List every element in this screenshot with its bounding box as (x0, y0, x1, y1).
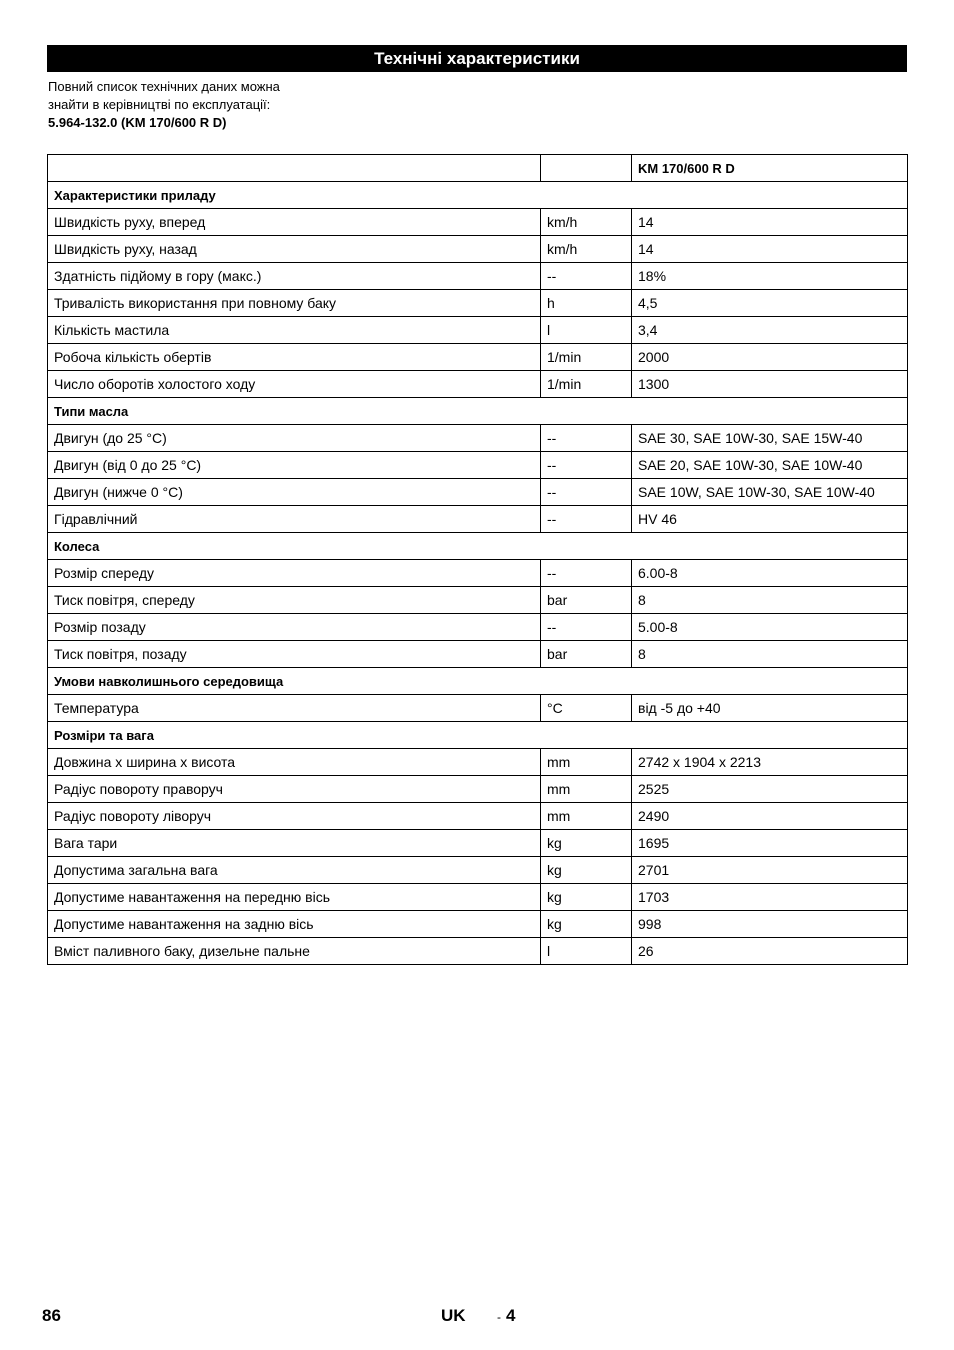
spec-label-cell: Тривалість використання при повному баку (48, 290, 541, 317)
spec-value-cell: 2742 x 1904 x 2213 (632, 749, 908, 776)
table-row (48, 614, 908, 641)
spec-unit-cell: -- (541, 452, 632, 479)
spec-unit-cell: km/h (541, 236, 632, 263)
spec-value-cell: 3,4 (632, 317, 908, 344)
spec-unit-cell: -- (541, 506, 632, 533)
table-section-row (48, 533, 908, 560)
spec-unit-cell: bar (541, 587, 632, 614)
spec-label-cell: Двигун (до 25 °C) (48, 425, 541, 452)
footer-section-number: 4 (506, 1306, 516, 1325)
spec-unit-cell: -- (541, 560, 632, 587)
spec-unit-cell: -- (541, 263, 632, 290)
spec-value-cell: 14 (632, 209, 908, 236)
spec-value-cell: 4,5 (632, 290, 908, 317)
spec-value-cell: 5.00-8 (632, 614, 908, 641)
spec-label-cell: Робоча кількість обертів (48, 344, 541, 371)
section-heading: Характеристики приладу (48, 182, 908, 209)
spec-label-cell: Тиск повітря, спереду (48, 587, 541, 614)
section-heading: Умови навколишнього середовища (48, 668, 908, 695)
spec-label-cell: Двигун (нижче 0 °C) (48, 479, 541, 506)
spec-unit-cell: km/h (541, 209, 632, 236)
header-unit-cell (541, 155, 632, 182)
spec-label-cell: Двигун (від 0 до 25 °C) (48, 452, 541, 479)
spec-unit-cell: kg (541, 884, 632, 911)
spec-label-cell: Допустиме навантаження на передню вісь (48, 884, 541, 911)
specifications-table-body (48, 155, 908, 965)
spec-label-cell: Тиск повітря, позаду (48, 641, 541, 668)
spec-value-cell: HV 46 (632, 506, 908, 533)
footer-language: UK (441, 1306, 466, 1325)
table-row (48, 344, 908, 371)
spec-value-cell: 8 (632, 587, 908, 614)
spec-label-cell: Радіус повороту ліворуч (48, 803, 541, 830)
spec-value-cell: 18% (632, 263, 908, 290)
spec-value-cell: 2000 (632, 344, 908, 371)
spec-unit-cell: bar (541, 641, 632, 668)
table-row (48, 506, 908, 533)
table-row (48, 830, 908, 857)
spec-unit-cell: -- (541, 425, 632, 452)
spec-label-cell: Швидкість руху, назад (48, 236, 541, 263)
spec-unit-cell: °C (541, 695, 632, 722)
table-row (48, 938, 908, 965)
section-heading: Типи масла (48, 398, 908, 425)
spec-unit-cell: kg (541, 830, 632, 857)
spec-unit-cell: -- (541, 479, 632, 506)
table-section-row (48, 668, 908, 695)
table-row (48, 884, 908, 911)
spec-label-cell: Температура (48, 695, 541, 722)
header-model-cell: KM 170/600 R D (632, 155, 908, 182)
table-row (48, 236, 908, 263)
table-row (48, 263, 908, 290)
spec-label-cell: Розмір позаду (48, 614, 541, 641)
spec-label-cell: Здатність підйому в гору (макс.) (48, 263, 541, 290)
table-row (48, 587, 908, 614)
spec-label-cell: Допустима загальна вага (48, 857, 541, 884)
spec-label-cell: Довжина х ширина х висота (48, 749, 541, 776)
spec-value-cell: 998 (632, 911, 908, 938)
table-row (48, 452, 908, 479)
spec-label-cell: Радіус повороту праворуч (48, 776, 541, 803)
table-row (48, 695, 908, 722)
spec-value-cell: 2525 (632, 776, 908, 803)
spec-value-cell: 2490 (632, 803, 908, 830)
table-row (48, 911, 908, 938)
spec-unit-cell: kg (541, 911, 632, 938)
intro-line-2: знайти в керівництві по експлуатації: (48, 97, 271, 112)
spec-label-cell: Допустиме навантаження на задню вісь (48, 911, 541, 938)
spec-value-cell: 6.00-8 (632, 560, 908, 587)
spec-unit-cell: h (541, 290, 632, 317)
spec-value-cell: 8 (632, 641, 908, 668)
section-heading: Розміри та вага (48, 722, 908, 749)
spec-value-cell: 2701 (632, 857, 908, 884)
spec-label-cell: Гідравлічний (48, 506, 541, 533)
table-row (48, 425, 908, 452)
spec-value-cell: SAE 10W, SAE 10W-30, SAE 10W-40 (632, 479, 908, 506)
table-row (48, 479, 908, 506)
footer-page-number: 86 (42, 1306, 61, 1325)
page-title: Технічні характеристики (47, 45, 907, 72)
spec-label-cell: Вага тари (48, 830, 541, 857)
spec-unit-cell: l (541, 317, 632, 344)
footer-separator: - (497, 1310, 501, 1324)
spec-unit-cell: 1/min (541, 371, 632, 398)
table-row (48, 560, 908, 587)
spec-unit-cell: l (541, 938, 632, 965)
spec-value-cell: 26 (632, 938, 908, 965)
section-heading: Колеса (48, 533, 908, 560)
spec-value-cell: 1300 (632, 371, 908, 398)
intro-reference: 5.964-132.0 (KM 170/600 R D) (48, 115, 227, 130)
intro-text (48, 78, 348, 132)
header-label-cell (48, 155, 541, 182)
spec-label-cell: Швидкість руху, вперед (48, 209, 541, 236)
table-row (48, 317, 908, 344)
table-row (48, 803, 908, 830)
spec-label-cell: Кількість мастила (48, 317, 541, 344)
table-section-row (48, 722, 908, 749)
table-section-row (48, 182, 908, 209)
table-section-row (48, 398, 908, 425)
spec-label-cell: Вміст паливного баку, дизельне пальне (48, 938, 541, 965)
spec-value-cell: SAE 30, SAE 10W-30, SAE 15W-40 (632, 425, 908, 452)
spec-unit-cell: -- (541, 614, 632, 641)
spec-label-cell: Число оборотів холостого ходу (48, 371, 541, 398)
intro-line-1: Повний список технічних даних можна (48, 79, 280, 94)
table-row (48, 290, 908, 317)
spec-label-cell: Розмір спереду (48, 560, 541, 587)
spec-unit-cell: mm (541, 803, 632, 830)
table-row (48, 209, 908, 236)
spec-value-cell: 14 (632, 236, 908, 263)
spec-unit-cell: kg (541, 857, 632, 884)
table-row (48, 749, 908, 776)
spec-value-cell: 1695 (632, 830, 908, 857)
table-header-row (48, 155, 908, 182)
table-row (48, 641, 908, 668)
spec-value-cell: від -5 до +40 (632, 695, 908, 722)
spec-value-cell: 1703 (632, 884, 908, 911)
spec-unit-cell: mm (541, 749, 632, 776)
table-row (48, 371, 908, 398)
spec-unit-cell: 1/min (541, 344, 632, 371)
table-row (48, 776, 908, 803)
spec-value-cell: SAE 20, SAE 10W-30, SAE 10W-40 (632, 452, 908, 479)
spec-unit-cell: mm (541, 776, 632, 803)
specifications-table (47, 154, 908, 965)
table-row (48, 857, 908, 884)
